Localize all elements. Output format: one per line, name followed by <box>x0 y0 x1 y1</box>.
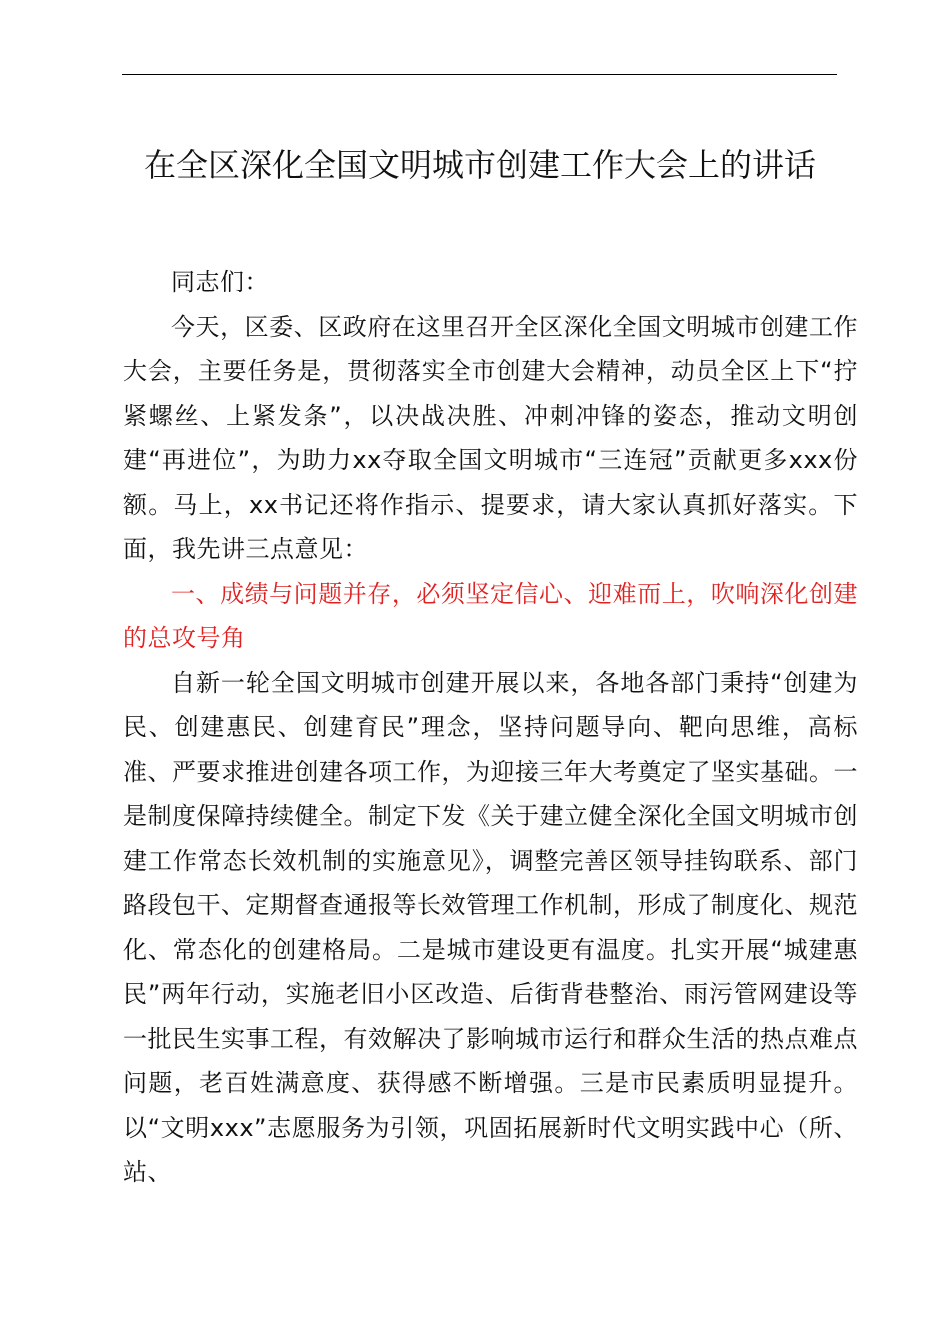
section-1-paragraph: 自新一轮全国文明城市创建开展以来，各地各部门秉持“创建为民、创建惠民、创建育民”理念，坚持问题导向、靶向思维，高标准、严要求推进创建各项工作，为迎接三年大考奠定了坚实基础。一是制度保障持续健全。制定下发《关于建立健全深化全国文明城市创建工作常态长效机制的实施意见》，调整完善区领导挂钩联系、部门路段包干、定期督查通报等长效管理工作机制，形成了制度化、规范化、常态化的创建格局。二是城市建设更有温度。扎实开展“城建惠民”两年行动，实施老旧小区改造、后街背巷整治、雨污管网建设等一批民生实事工程，有效解决了影响城市运行和群众生活的热点难点问题，老百姓满意度、获得感不断增强。三是市民素质明显提升。以“文明xxx”志愿服务为引领，巩固拓展新时代文明实践中心（所、站、 <box>123 668 858 1186</box>
salutation: 同志们： <box>171 268 269 296</box>
document-title: 在全区深化全国文明城市创建工作大会上的讲话 <box>143 146 816 184</box>
header-rule <box>122 74 837 75</box>
document-body <box>123 260 858 1195</box>
section-heading-1: 一、成绩与问题并存，必须坚定信心、迎难而上，吹响深化创建的总攻号角 <box>123 579 858 652</box>
intro-paragraph: 今天，区委、区政府在这里召开全区深化全国文明城市创建工作大会，主要任务是，贯彻落实全市创建大会精神，动员全区上下“拧紧螺丝、上紧发条”，以决战决胜、冲刺冲锋的姿态，推动文明创建“再进位”，为助力xx夺取全国文明城市“三连冠”贡献更多xxx份额。马上，xx书记还将作指示、提要求，请大家认真抓好落实。下面，我先讲三点意见： <box>123 312 858 563</box>
